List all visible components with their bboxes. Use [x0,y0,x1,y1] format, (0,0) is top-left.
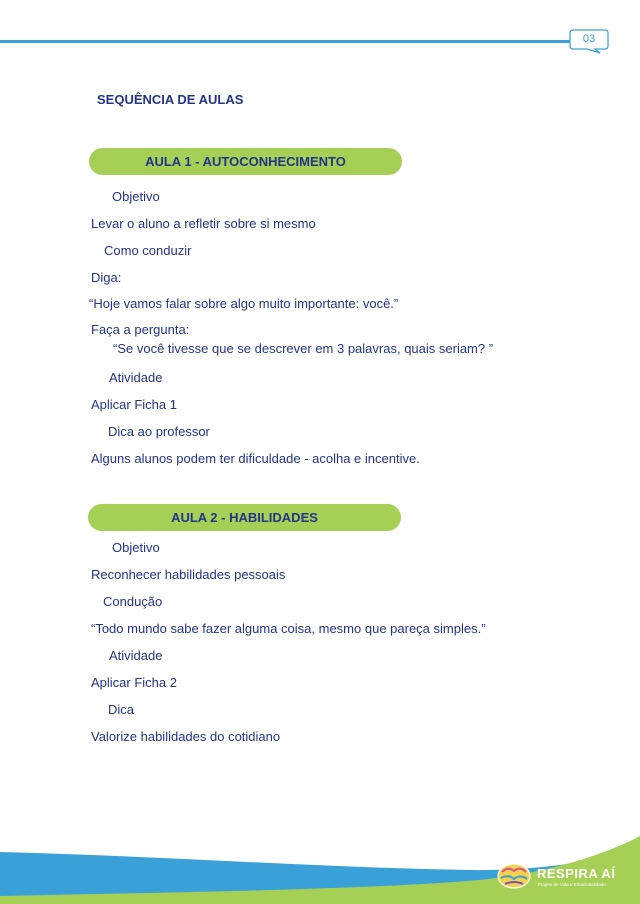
aula2-objetivo-text: Reconhecer habilidades pessoais [91,567,286,582]
aula2-conducao-label: Condução [103,594,163,609]
aula1-objetivo-label: Objetivo [112,189,160,204]
brand-name: RESPIRA AÍ [537,866,616,881]
aula2-objetivo-label: Objetivo [112,540,160,555]
aula2-header: AULA 2 - HABILIDADES [88,504,401,531]
aula2-atividade-label: Atividade [109,648,163,663]
aula1-pergunta-label: Faça a pergunta: [91,322,190,337]
brand-tagline: Projeto de Vida e Emocionalidade [538,882,606,887]
aula1-diga-text: “Hoje vamos falar sobre algo muito importante: você.” [89,296,399,311]
aula1-atividade-text: Aplicar Ficha 1 [91,397,177,412]
aula1-pergunta-text: “Se você tivesse que se descrever em 3 palavras, quais seriam? ” [113,341,494,356]
page-number: 03 [582,33,596,45]
aula2-dica-label: Dica [108,702,135,717]
aula1-dica-label: Dica ao professor [108,424,210,439]
aula1-header: AULA 1 - AUTOCONHECIMENTO [89,148,402,175]
aula1-diga-label: Diga: [91,270,122,285]
aula1-objetivo-text: Levar o aluno a refletir sobre si mesmo [91,216,316,231]
aula1-conduzir-label: Como conduzir [104,243,192,258]
aula1-atividade-label: Atividade [109,370,163,385]
aula2-atividade-text: Aplicar Ficha 2 [91,675,177,690]
brain-icon [496,862,532,890]
aula2-conducao-text: “Todo mundo sabe fazer alguma coisa, mesmo que pareça simples.” [91,621,486,636]
aula2-dica-text: Valorize habilidades do cotidiano [91,729,281,744]
header-rule [0,40,575,43]
section-title: SEQUÊNCIA DE AULAS [97,92,244,107]
aula1-dica-text: Alguns alunos podem ter dificuldade - acolha e incentive. [91,451,420,466]
